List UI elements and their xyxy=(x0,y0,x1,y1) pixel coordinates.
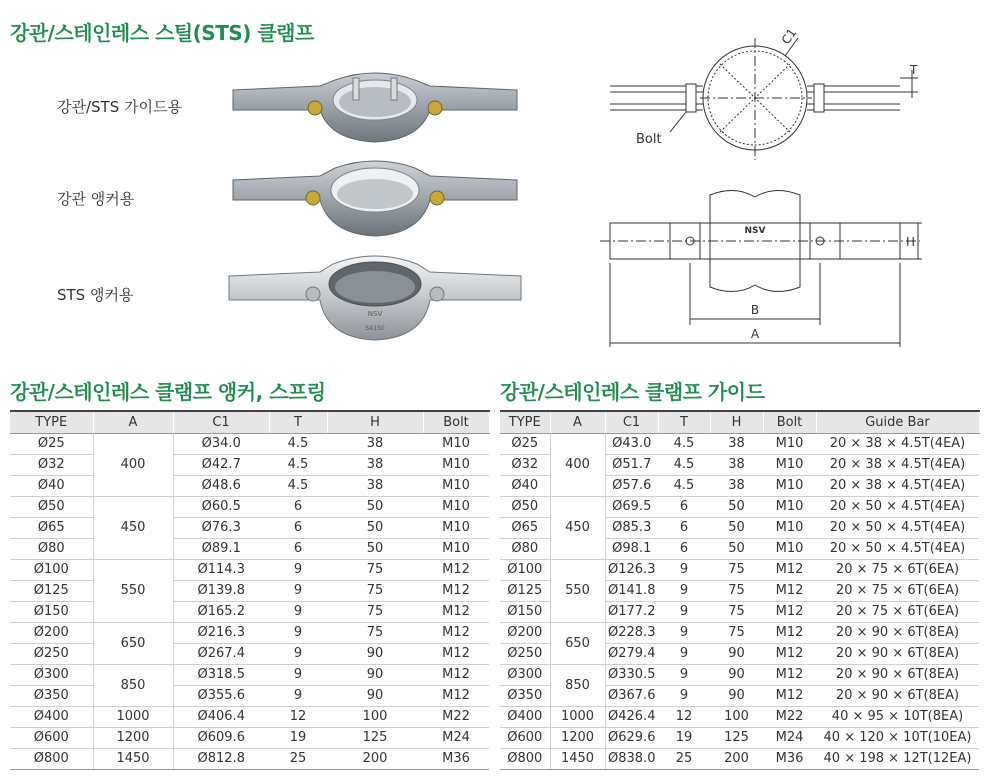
h-label: H xyxy=(906,235,916,249)
type-cell: Ø125 xyxy=(500,580,550,601)
guide-bar-cell: 20 × 50 × 4.5T(4EA) xyxy=(816,517,979,538)
bolt-cell: M10 xyxy=(423,538,489,559)
c1-cell: Ø139.8 xyxy=(173,580,269,601)
a-label: A xyxy=(750,327,760,341)
type-cell: Ø300 xyxy=(500,664,550,685)
h-cell: 38 xyxy=(710,433,763,454)
c1-cell: Ø114.3 xyxy=(173,559,269,580)
t-cell: 12 xyxy=(658,706,710,727)
guide-bar-cell: 20 × 75 × 6T(6EA) xyxy=(816,559,979,580)
bolt-cell: M12 xyxy=(423,685,489,706)
table-row xyxy=(10,580,489,601)
t-cell: 9 xyxy=(658,643,710,664)
c1-cell: Ø126.3 xyxy=(605,559,658,580)
table-row xyxy=(10,643,489,664)
type-cell: Ø300 xyxy=(10,664,93,685)
c1-cell: Ø85.3 xyxy=(605,517,658,538)
t-cell: 4.5 xyxy=(658,433,710,454)
anchor-spec-table xyxy=(10,410,490,770)
a-cell: 400 xyxy=(550,433,605,496)
guide-header-guide-bar: Guide Bar xyxy=(816,411,979,433)
h-cell: 38 xyxy=(710,454,763,475)
c1-cell: Ø629.6 xyxy=(605,727,658,748)
h-cell: 125 xyxy=(710,727,763,748)
t-cell: 9 xyxy=(658,685,710,706)
guide-bar-cell: 20 × 50 × 4.5T(4EA) xyxy=(816,538,979,559)
type-cell: Ø50 xyxy=(10,496,93,517)
bolt-cell: M10 xyxy=(763,433,816,454)
t-cell: 6 xyxy=(269,496,327,517)
bolt-cell: M10 xyxy=(423,517,489,538)
bolt-cell: M24 xyxy=(423,727,489,748)
c1-cell: Ø406.4 xyxy=(173,706,269,727)
table-row xyxy=(10,454,489,475)
type-cell: Ø150 xyxy=(10,601,93,622)
c1-cell: Ø42.7 xyxy=(173,454,269,475)
h-cell: 200 xyxy=(327,748,423,769)
type-cell: Ø400 xyxy=(500,706,550,727)
a-cell: 1200 xyxy=(93,727,173,748)
bolt-cell: M10 xyxy=(763,454,816,475)
anchor-table-title: 강관/스테인레스 클램프 앵커, 스프링 xyxy=(10,380,326,404)
c1-label: C1 xyxy=(778,25,800,47)
c1-cell: Ø355.6 xyxy=(173,685,269,706)
a-cell: 850 xyxy=(550,664,605,706)
bolt-cell: M10 xyxy=(763,496,816,517)
photo-stamp-nsv: NSV xyxy=(367,310,383,318)
a-cell: 450 xyxy=(93,496,173,559)
guide-bar-cell: 20 × 90 × 6T(8EA) xyxy=(816,622,979,643)
c1-cell: Ø89.1 xyxy=(173,538,269,559)
type-cell: Ø600 xyxy=(10,727,93,748)
table-row xyxy=(10,706,489,727)
guide-spec-table xyxy=(500,410,980,770)
c1-cell: Ø76.3 xyxy=(173,517,269,538)
a-cell: 850 xyxy=(93,664,173,706)
type-cell: Ø25 xyxy=(500,433,550,454)
t-cell: 19 xyxy=(269,727,327,748)
type-cell: Ø250 xyxy=(10,643,93,664)
anchor-header-h: H xyxy=(327,411,423,433)
a-cell: 1450 xyxy=(93,748,173,769)
h-cell: 75 xyxy=(710,559,763,580)
t-cell: 19 xyxy=(658,727,710,748)
c1-cell: Ø267.4 xyxy=(173,643,269,664)
bolt-cell: M12 xyxy=(763,664,816,685)
h-cell: 38 xyxy=(327,433,423,454)
c1-cell: Ø279.4 xyxy=(605,643,658,664)
guide-bar-cell: 20 × 38 × 4.5T(4EA) xyxy=(816,475,979,496)
type-cell: Ø65 xyxy=(500,517,550,538)
type-cell: Ø25 xyxy=(10,433,93,454)
table-row xyxy=(500,496,979,517)
h-cell: 38 xyxy=(327,475,423,496)
c1-cell: Ø228.3 xyxy=(605,622,658,643)
h-cell: 75 xyxy=(327,559,423,580)
anchor-header-t: T xyxy=(269,411,327,433)
guide-bar-cell: 20 × 75 × 6T(6EA) xyxy=(816,601,979,622)
c1-cell: Ø367.6 xyxy=(605,685,658,706)
c1-cell: Ø98.1 xyxy=(605,538,658,559)
h-cell: 90 xyxy=(327,685,423,706)
guide-bar-cell: 20 × 75 × 6T(6EA) xyxy=(816,580,979,601)
guide-bar-cell: 40 × 198 × 12T(12EA) xyxy=(816,748,979,769)
c1-cell: Ø165.2 xyxy=(173,601,269,622)
h-cell: 90 xyxy=(327,643,423,664)
table-row xyxy=(10,664,489,685)
guide-bar-cell: 40 × 95 × 10T(8EA) xyxy=(816,706,979,727)
t-cell: 25 xyxy=(269,748,327,769)
c1-cell: Ø43.0 xyxy=(605,433,658,454)
type-cell: Ø125 xyxy=(10,580,93,601)
type-cell: Ø350 xyxy=(500,685,550,706)
table-row xyxy=(500,706,979,727)
type-cell: Ø80 xyxy=(10,538,93,559)
h-cell: 50 xyxy=(710,538,763,559)
h-cell: 100 xyxy=(327,706,423,727)
t-cell: 25 xyxy=(658,748,710,769)
page-title: 강관/스테인레스 스틸(STS) 클램프 xyxy=(10,21,314,45)
type-cell: Ø800 xyxy=(500,748,550,769)
t-cell: 6 xyxy=(658,517,710,538)
c1-cell: Ø57.6 xyxy=(605,475,658,496)
table-row xyxy=(10,622,489,643)
type-cell: Ø800 xyxy=(10,748,93,769)
t-cell: 9 xyxy=(269,601,327,622)
guide-bar-cell: 20 × 50 × 4.5T(4EA) xyxy=(816,496,979,517)
h-cell: 90 xyxy=(710,685,763,706)
a-cell: 1450 xyxy=(550,748,605,769)
a-cell: 1200 xyxy=(550,727,605,748)
bolt-cell: M10 xyxy=(423,496,489,517)
table-row xyxy=(10,601,489,622)
t-cell: 9 xyxy=(269,580,327,601)
h-cell: 90 xyxy=(327,664,423,685)
h-cell: 75 xyxy=(710,580,763,601)
t-cell: 4.5 xyxy=(269,475,327,496)
bolt-cell: M12 xyxy=(423,622,489,643)
guide-bar-cell: 20 × 38 × 4.5T(4EA) xyxy=(816,454,979,475)
guide-table-title: 강관/스테인레스 클램프 가이드 xyxy=(500,380,765,404)
h-cell: 90 xyxy=(710,643,763,664)
bolt-cell: M12 xyxy=(423,580,489,601)
bolt-cell: M12 xyxy=(763,685,816,706)
h-cell: 75 xyxy=(327,601,423,622)
h-cell: 125 xyxy=(327,727,423,748)
h-cell: 90 xyxy=(710,664,763,685)
c1-cell: Ø426.4 xyxy=(605,706,658,727)
guide-clamp-photo xyxy=(225,68,525,148)
type-cell: Ø150 xyxy=(500,601,550,622)
table-row xyxy=(500,727,979,748)
photo-label-sts-anchor: STS 앵커용 xyxy=(57,286,134,304)
a-cell: 650 xyxy=(93,622,173,664)
h-cell: 50 xyxy=(327,496,423,517)
table-row xyxy=(500,433,979,454)
h-cell: 75 xyxy=(327,580,423,601)
c1-cell: Ø60.5 xyxy=(173,496,269,517)
table-row xyxy=(10,559,489,580)
h-cell: 100 xyxy=(710,706,763,727)
anchor-header-bolt: Bolt xyxy=(423,411,489,433)
type-cell: Ø600 xyxy=(500,727,550,748)
bolt-cell: M36 xyxy=(423,748,489,769)
guide-bar-cell: 20 × 90 × 6T(8EA) xyxy=(816,664,979,685)
type-cell: Ø400 xyxy=(10,706,93,727)
t-cell: 4.5 xyxy=(269,454,327,475)
guide-bar-cell: 20 × 90 × 6T(8EA) xyxy=(816,643,979,664)
t-cell: 6 xyxy=(658,538,710,559)
c1-cell: Ø812.8 xyxy=(173,748,269,769)
type-cell: Ø40 xyxy=(500,475,550,496)
table-row xyxy=(500,748,979,769)
table-row xyxy=(500,622,979,643)
table-row xyxy=(10,748,489,769)
clamp-front-view-drawing xyxy=(600,20,930,180)
h-cell: 200 xyxy=(710,748,763,769)
type-cell: Ø100 xyxy=(500,559,550,580)
t-cell: 4.5 xyxy=(269,433,327,454)
clamp-side-view-drawing xyxy=(600,185,930,355)
bolt-label: Bolt xyxy=(636,132,662,147)
guide-bar-cell: 20 × 38 × 4.5T(4EA) xyxy=(816,433,979,454)
t-cell: 9 xyxy=(658,601,710,622)
t-cell: 12 xyxy=(269,706,327,727)
bolt-cell: M12 xyxy=(763,580,816,601)
t-cell: 9 xyxy=(269,664,327,685)
c1-cell: Ø318.5 xyxy=(173,664,269,685)
c1-cell: Ø141.8 xyxy=(605,580,658,601)
h-cell: 75 xyxy=(710,622,763,643)
anchor-header-type: TYPE xyxy=(10,411,93,433)
type-cell: Ø250 xyxy=(500,643,550,664)
c1-cell: Ø838.0 xyxy=(605,748,658,769)
anchor-header-c1: C1 xyxy=(173,411,269,433)
c1-cell: Ø216.3 xyxy=(173,622,269,643)
h-cell: 50 xyxy=(327,517,423,538)
c1-cell: Ø330.5 xyxy=(605,664,658,685)
type-cell: Ø65 xyxy=(10,517,93,538)
t-cell: 4.5 xyxy=(658,454,710,475)
type-cell: Ø40 xyxy=(10,475,93,496)
t-cell: 6 xyxy=(269,517,327,538)
c1-cell: Ø609.6 xyxy=(173,727,269,748)
type-cell: Ø200 xyxy=(500,622,550,643)
bolt-cell: M12 xyxy=(763,643,816,664)
t-cell: 4.5 xyxy=(658,475,710,496)
guide-bar-cell: 20 × 90 × 6T(8EA) xyxy=(816,685,979,706)
a-cell: 650 xyxy=(550,622,605,664)
h-cell: 50 xyxy=(710,517,763,538)
h-cell: 75 xyxy=(710,601,763,622)
a-cell: 450 xyxy=(550,496,605,559)
sts-anchor-clamp-photo xyxy=(225,252,525,344)
bolt-cell: M22 xyxy=(423,706,489,727)
t-label: T xyxy=(910,63,918,77)
bolt-cell: M12 xyxy=(423,601,489,622)
table-row xyxy=(500,664,979,685)
a-cell: 400 xyxy=(93,433,173,496)
table-row xyxy=(10,475,489,496)
h-cell: 38 xyxy=(327,454,423,475)
bolt-cell: M10 xyxy=(763,538,816,559)
t-cell: 9 xyxy=(269,685,327,706)
c1-cell: Ø34.0 xyxy=(173,433,269,454)
c1-cell: Ø177.2 xyxy=(605,601,658,622)
type-cell: Ø32 xyxy=(500,454,550,475)
guide-header-bolt: Bolt xyxy=(763,411,816,433)
table-row xyxy=(10,538,489,559)
t-cell: 6 xyxy=(658,496,710,517)
type-cell: Ø50 xyxy=(500,496,550,517)
t-cell: 9 xyxy=(658,580,710,601)
type-cell: Ø200 xyxy=(10,622,93,643)
a-cell: 550 xyxy=(93,559,173,622)
steel-anchor-clamp-photo xyxy=(225,158,525,240)
type-cell: Ø32 xyxy=(10,454,93,475)
bolt-cell: M12 xyxy=(763,559,816,580)
bolt-cell: M12 xyxy=(423,643,489,664)
bolt-cell: M10 xyxy=(423,475,489,496)
t-cell: 9 xyxy=(269,559,327,580)
bolt-cell: M12 xyxy=(763,622,816,643)
guide-header-type: TYPE xyxy=(500,411,550,433)
table-row xyxy=(500,559,979,580)
anchor-header-a: A xyxy=(93,411,173,433)
t-cell: 9 xyxy=(658,559,710,580)
t-cell: 9 xyxy=(658,664,710,685)
guide-header-h: H xyxy=(710,411,763,433)
c1-cell: Ø51.7 xyxy=(605,454,658,475)
t-cell: 9 xyxy=(658,622,710,643)
guide-header-t: T xyxy=(658,411,710,433)
bolt-cell: M10 xyxy=(763,475,816,496)
t-cell: 9 xyxy=(269,622,327,643)
type-cell: Ø100 xyxy=(10,559,93,580)
table-row xyxy=(10,496,489,517)
table-row xyxy=(10,685,489,706)
bolt-cell: M12 xyxy=(423,664,489,685)
bolt-cell: M10 xyxy=(423,454,489,475)
guide-bar-cell: 40 × 120 × 10T(10EA) xyxy=(816,727,979,748)
table-row xyxy=(10,433,489,454)
t-cell: 9 xyxy=(269,643,327,664)
photo-label-steel-anchor: 강관 앵커용 xyxy=(57,190,135,208)
type-cell: Ø350 xyxy=(10,685,93,706)
guide-header-c1: C1 xyxy=(605,411,658,433)
bolt-cell: M10 xyxy=(763,517,816,538)
photo-stamp-sa150: SA150 xyxy=(365,325,385,332)
h-cell: 50 xyxy=(710,496,763,517)
type-cell: Ø80 xyxy=(500,538,550,559)
bolt-cell: M24 xyxy=(763,727,816,748)
table-row xyxy=(10,727,489,748)
h-cell: 75 xyxy=(327,622,423,643)
a-cell: 1000 xyxy=(93,706,173,727)
side-logo: NSV xyxy=(744,226,766,236)
c1-cell: Ø48.6 xyxy=(173,475,269,496)
a-cell: 550 xyxy=(550,559,605,622)
t-cell: 6 xyxy=(269,538,327,559)
bolt-cell: M12 xyxy=(763,601,816,622)
c1-cell: Ø69.5 xyxy=(605,496,658,517)
b-label: B xyxy=(750,303,760,317)
table-row xyxy=(10,517,489,538)
bolt-cell: M10 xyxy=(423,433,489,454)
photo-label-guide: 강관/STS 가이드용 xyxy=(57,98,182,116)
h-cell: 50 xyxy=(327,538,423,559)
a-cell: 1000 xyxy=(550,706,605,727)
bolt-cell: M12 xyxy=(423,559,489,580)
bolt-cell: M36 xyxy=(763,748,816,769)
bolt-cell: M22 xyxy=(763,706,816,727)
h-cell: 38 xyxy=(710,475,763,496)
guide-header-a: A xyxy=(550,411,605,433)
